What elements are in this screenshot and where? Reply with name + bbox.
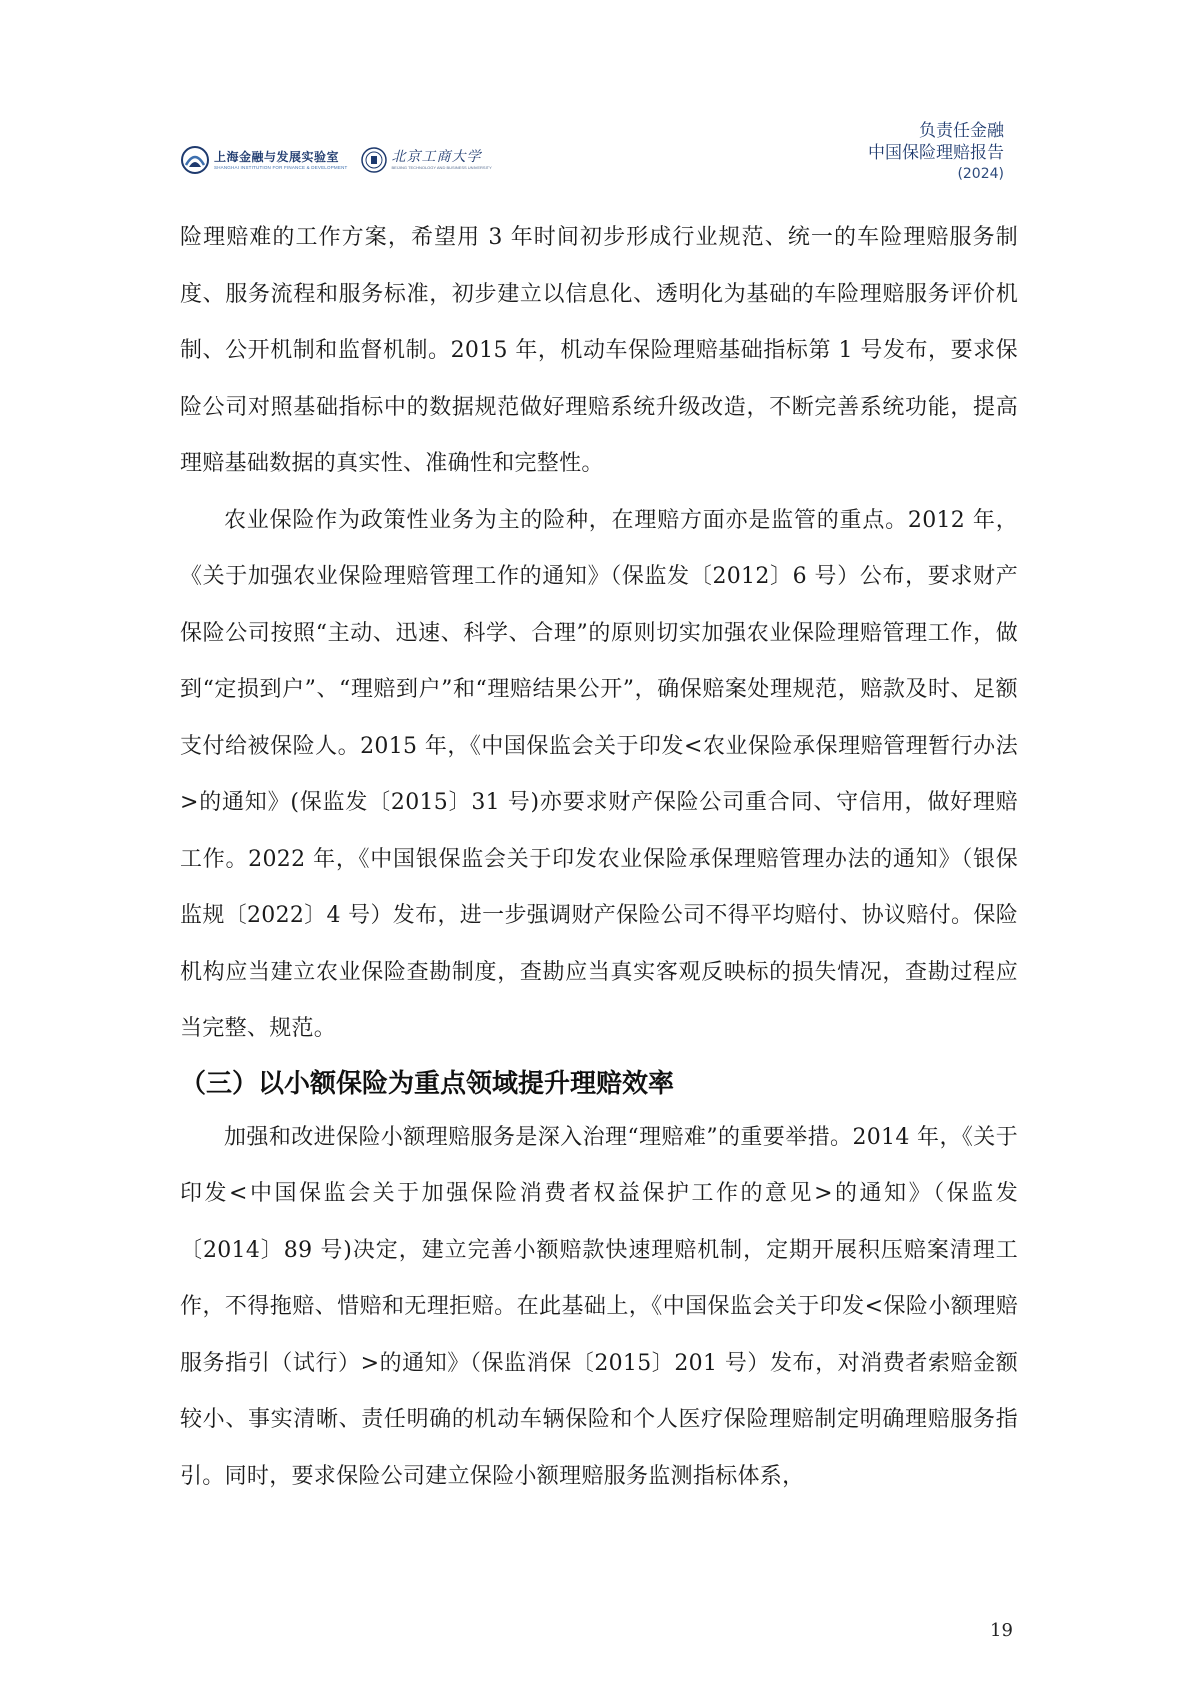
sh-logo-cn: 上海金融与发展实验室 bbox=[214, 149, 340, 164]
report-title bbox=[868, 120, 1004, 184]
report-title-line2: 中国保险理赔报告 bbox=[868, 143, 1004, 163]
sh-logo-en: SHANGHAI INSTITUTION FOR FINANCE & DEVELOPMENT bbox=[214, 164, 348, 170]
paragraph-2: 农业保险作为政策性业务为主的险种，在理赔方面亦是监管的重点。2012 年，《关于加强农业保险理赔管理工作的通知》（保监发〔2012〕6 号）公布，要求财产保险公司按照“主动、迅速、科学、合理”的原则切实加强农业保险理赔管理工作，做到“定损到户”、“理赔到户”和“理赔结果公开”，确保赔案处理规范，赔款及时、足额支付给被保险人。2015 年，《中国保监会关于印发<农业保险承保理赔管理暂行办法>的通知》(保监发〔2015〕31 号)亦要求财产保险公司重合同、守信用，做好理赔工作。2022 年，《中国银保监会关于印发农业保险承保理赔管理办法的通知》（银保监规〔2022〕4 号）发布，进一步强调财产保险公司不得平均赔付、协议赔付。保险机构应当建立农业保险查勘制度，查勘应当真实客观反映标的损失情况，查勘过程应当完整、规范。 bbox=[180, 507, 1018, 1041]
sh-institution-logo bbox=[180, 145, 347, 175]
report-title-year: (2024) bbox=[957, 166, 1004, 182]
page-header bbox=[0, 0, 1190, 200]
sh-institution-emblem-icon bbox=[180, 145, 210, 175]
page-body bbox=[180, 210, 1018, 1505]
page-number: 19 bbox=[990, 1620, 1013, 1641]
btbu-logo-cn: 北京工商大学 bbox=[391, 149, 482, 165]
btbu-logo bbox=[361, 147, 491, 173]
btbu-logo-en: BEIJING TECHNOLOGY AND BUSINESS UNIVERSITY bbox=[391, 165, 492, 170]
report-title-line1: 负责任金融 bbox=[919, 121, 1004, 141]
btbu-seal-icon bbox=[361, 147, 387, 173]
paragraph-1: 险理赔难的工作方案，希望用 3 年时间初步形成行业规范、统一的车险理赔服务制度、服务流程和服务标准，初步建立以信息化、透明化为基础的车险理赔服务评价机制、公开机制和监督机制。2015 年，机动车保险理赔基础指标第 1 号发布，要求保险公司对照基础指标中的数据规范做好理赔系统升级改造，不断完善系统功能，提高理赔基础数据的真实性、准确性和完整性。 bbox=[180, 225, 1018, 476]
logo-group bbox=[180, 143, 492, 177]
paragraph-3: 加强和改进保险小额理赔服务是深入治理“理赔难”的重要举措。2014 年，《关于印发<中国保监会关于加强保险消费者权益保护工作的意见>的通知》（保监发〔2014〕89 号)决定，建立完善小额赔款快速理赔机制，定期开展积压赔案清理工作，不得拖赔、惜赔和无理拒赔。在此基础上，《中国保监会关于印发<保险小额理赔服务指引（试行）>的通知》（保监消保〔2015〕201 号）发布，对消费者索赔金额较小、事实清晰、责任明确的机动车辆保险和个人医疗保险理赔制定明确理赔服务指引。同时，要求保险公司建立保险小额理赔服务监测指标体系， bbox=[180, 1124, 1018, 1489]
section-heading: （三）以小额保险为重点领域提升理赔效率 bbox=[180, 1068, 675, 1099]
